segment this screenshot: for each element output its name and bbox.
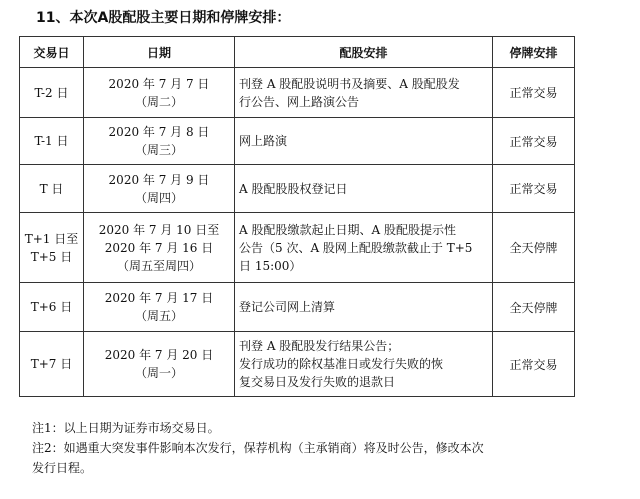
cell-suspension: 正常交易 (493, 165, 575, 213)
cell-suspension: 全天停牌 (493, 283, 575, 332)
cell-text: 2020 年 7 月 20 日 (104, 348, 214, 362)
cell-date (84, 213, 235, 283)
table-header-row (20, 37, 575, 68)
cell-trading-day (20, 165, 84, 213)
footnote-2: 注2：如遇重大突发事件影响本次发行，保荐机构（主承销商）将及时公告，修改本次 (32, 441, 484, 455)
table-row (20, 118, 575, 165)
cell-text: 2020 年 7 月 10 日至 (98, 222, 220, 237)
cell-text: 刊登 A 股配股说明书及摘要、A 股配股发 (239, 76, 460, 91)
cell-text: （周一） (134, 366, 183, 380)
section-heading: 11、本次A股配股主要日期和停牌安排： (36, 10, 291, 26)
header-suspension: 停牌安排 (493, 37, 575, 68)
cell-date (84, 118, 235, 165)
footnote-2-continued: 发行日程。 (32, 461, 93, 475)
cell-suspension: 全天停牌 (493, 213, 575, 283)
table-row (20, 283, 575, 332)
cell-text: T-1 日 (34, 134, 69, 148)
cell-text: T+6 日 (30, 300, 73, 314)
cell-text: 2020 年 7 月 7 日 (108, 76, 210, 91)
table-row (20, 68, 575, 118)
cell-text: T-2 日 (34, 85, 69, 100)
cell-arrangement (235, 165, 493, 213)
cell-text: T 日 (39, 181, 64, 196)
cell-date (84, 283, 235, 332)
cell-text: 刊登 A 股配股发行结果公告； (239, 339, 400, 353)
cell-trading-day (20, 283, 84, 332)
header-arrangement: 配股安排 (235, 37, 493, 68)
cell-date (84, 332, 235, 397)
cell-text: 2020 年 7 月 8 日 (108, 125, 210, 139)
cell-text: （周二） (134, 94, 183, 109)
cell-text: 2020 年 7 月 16 日 (104, 240, 214, 255)
cell-text: 网上路演 (239, 134, 288, 148)
cell-arrangement (235, 332, 493, 397)
footnote-1: 注1：以上日期为证券市场交易日。 (32, 421, 220, 435)
cell-date (84, 165, 235, 213)
cell-text: 行公告、网上路演公告 (239, 94, 360, 109)
cell-text: 复交易日及发行失败的退款日 (239, 375, 396, 389)
cell-text: T+5 日 (30, 249, 73, 264)
cell-arrangement (235, 213, 493, 283)
table-row (20, 213, 575, 283)
cell-trading-day (20, 213, 84, 283)
table-row (20, 165, 575, 213)
cell-text: A 股配股股权登记日 (239, 181, 348, 196)
cell-arrangement (235, 68, 493, 118)
cell-date (84, 68, 235, 118)
cell-text: T+1 日至 (24, 231, 79, 246)
header-trading-day: 交易日 (20, 37, 84, 68)
cell-text: （周三） (134, 143, 183, 157)
schedule-table (19, 36, 575, 397)
cell-text: 2020 年 7 月 17 日 (104, 291, 214, 305)
cell-suspension: 正常交易 (493, 118, 575, 165)
cell-suspension: 正常交易 (493, 68, 575, 118)
cell-text: 发行成功的除权基准日或发行失败的恢 (239, 357, 444, 371)
cell-arrangement (235, 118, 493, 165)
header-date: 日期 (84, 37, 235, 68)
cell-trading-day (20, 68, 84, 118)
cell-text: A 股配股缴款起止日期、A 股配股提示性 (239, 222, 456, 237)
cell-trading-day (20, 332, 84, 397)
cell-text: （周五） (134, 309, 183, 323)
cell-text: 日 15:00） (239, 258, 302, 273)
cell-text: T+7 日 (30, 357, 73, 371)
cell-text: 登记公司网上清算 (239, 300, 336, 314)
cell-text: （周五至周四） (116, 258, 201, 273)
cell-text: （周四） (134, 190, 183, 205)
footnotes (32, 418, 484, 478)
cell-text: 2020 年 7 月 9 日 (108, 172, 210, 187)
table-row (20, 332, 575, 397)
cell-suspension: 正常交易 (493, 332, 575, 397)
cell-trading-day (20, 118, 84, 165)
cell-arrangement (235, 283, 493, 332)
cell-text: 公告（5 次、A 股网上配股缴款截止于 T+5 (239, 240, 473, 255)
